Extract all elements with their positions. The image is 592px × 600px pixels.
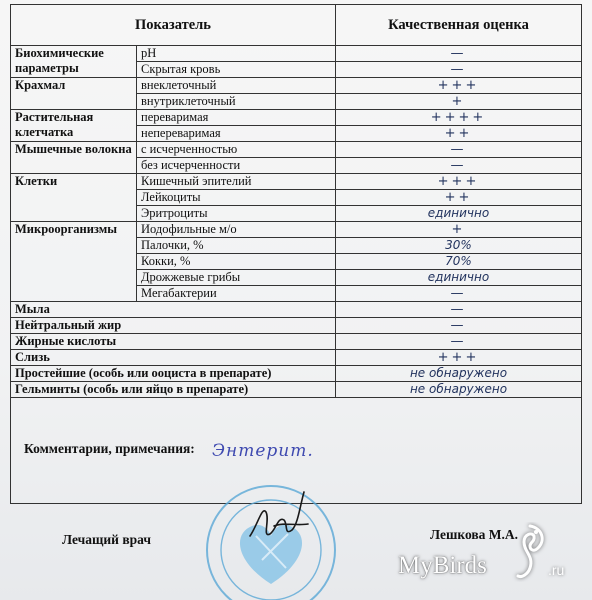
row-label: Нейтральный жир: [11, 318, 336, 334]
header-indicator: Показатель: [11, 5, 336, 46]
row-value: +: [336, 94, 582, 110]
row-value: 70%: [336, 254, 582, 270]
table-row: [11, 334, 582, 350]
header-assessment: Качественная оценка: [336, 5, 582, 46]
row-label: Жирные кислоты: [11, 334, 336, 350]
analysis-table: [10, 4, 582, 398]
table-header-row: [11, 5, 582, 46]
row-label: Эритроциты: [137, 206, 336, 222]
row-value: —: [336, 158, 582, 174]
row-value: ++: [336, 190, 582, 206]
table-row: [11, 302, 582, 318]
row-value: —: [336, 46, 582, 62]
row-label: Гельминты (особь или яйцо в препарате): [11, 382, 336, 398]
row-label: Кокки, %: [137, 254, 336, 270]
row-label: Скрытая кровь: [137, 62, 336, 78]
row-category: Микроорганизмы: [11, 222, 137, 302]
table-row: [11, 78, 582, 94]
doctor-name: Лешкова М.А.: [430, 527, 519, 542]
row-value: не обнаружено: [336, 366, 582, 382]
row-value: +++: [336, 78, 582, 94]
doctor-signature: [244, 486, 314, 550]
row-category: Клетки: [11, 174, 137, 222]
row-label: внутриклеточный: [137, 94, 336, 110]
row-label: Мыла: [11, 302, 336, 318]
row-value: +: [336, 222, 582, 238]
row-label: Дрожжевые грибы: [137, 270, 336, 286]
table-row: [11, 222, 582, 238]
comments-handwritten: Энтерит.: [212, 441, 314, 461]
row-label: Слизь: [11, 350, 336, 366]
watermark-domain: .ru: [548, 562, 565, 578]
table-row: [11, 350, 582, 366]
row-value: +++: [336, 174, 582, 190]
row-label: Кишечный эпителий: [137, 174, 336, 190]
bird-logo-icon: [508, 522, 552, 582]
table-row: [11, 318, 582, 334]
row-label: Лейкоциты: [137, 190, 336, 206]
row-label: непереваримая: [137, 126, 336, 142]
row-value: —: [336, 302, 582, 318]
row-label: внеклеточный: [137, 78, 336, 94]
table-row: [11, 174, 582, 190]
row-value: —: [336, 62, 582, 78]
row-label: Простейшие (особь или ооциста в препарате): [11, 366, 336, 382]
row-category: Биохимические параметры: [11, 46, 137, 78]
row-value: —: [336, 318, 582, 334]
row-category: Растительная клетчатка: [11, 110, 137, 142]
row-label: без исчерченности: [137, 158, 336, 174]
row-value: —: [336, 142, 582, 158]
table-row: [11, 142, 582, 158]
row-label: pH: [137, 46, 336, 62]
attending-doctor-label: Лечащий врач: [62, 532, 151, 547]
row-value: единично: [336, 206, 582, 222]
row-label: переваримая: [137, 110, 336, 126]
row-label: Иодофильные м/о: [137, 222, 336, 238]
row-value: —: [336, 286, 582, 302]
table-row: [11, 110, 582, 126]
row-label: с исчерченностью: [137, 142, 336, 158]
row-category: Крахмал: [11, 78, 137, 110]
row-label: Палочки, %: [137, 238, 336, 254]
comments-label: Комментарии, примечания:: [24, 441, 195, 456]
row-label: Мегабактерии: [137, 286, 336, 302]
watermark-text: MyBirds: [398, 552, 487, 579]
row-value: ++: [336, 126, 582, 142]
row-value: +++: [336, 350, 582, 366]
row-value: единично: [336, 270, 582, 286]
table-row: [11, 46, 582, 62]
row-value: не обнаружено: [336, 382, 582, 398]
row-value: ++++: [336, 110, 582, 126]
table-row: [11, 366, 582, 382]
row-value: 30%: [336, 238, 582, 254]
row-category: Мышечные волокна: [11, 142, 137, 174]
table-row: [11, 382, 582, 398]
row-value: —: [336, 334, 582, 350]
